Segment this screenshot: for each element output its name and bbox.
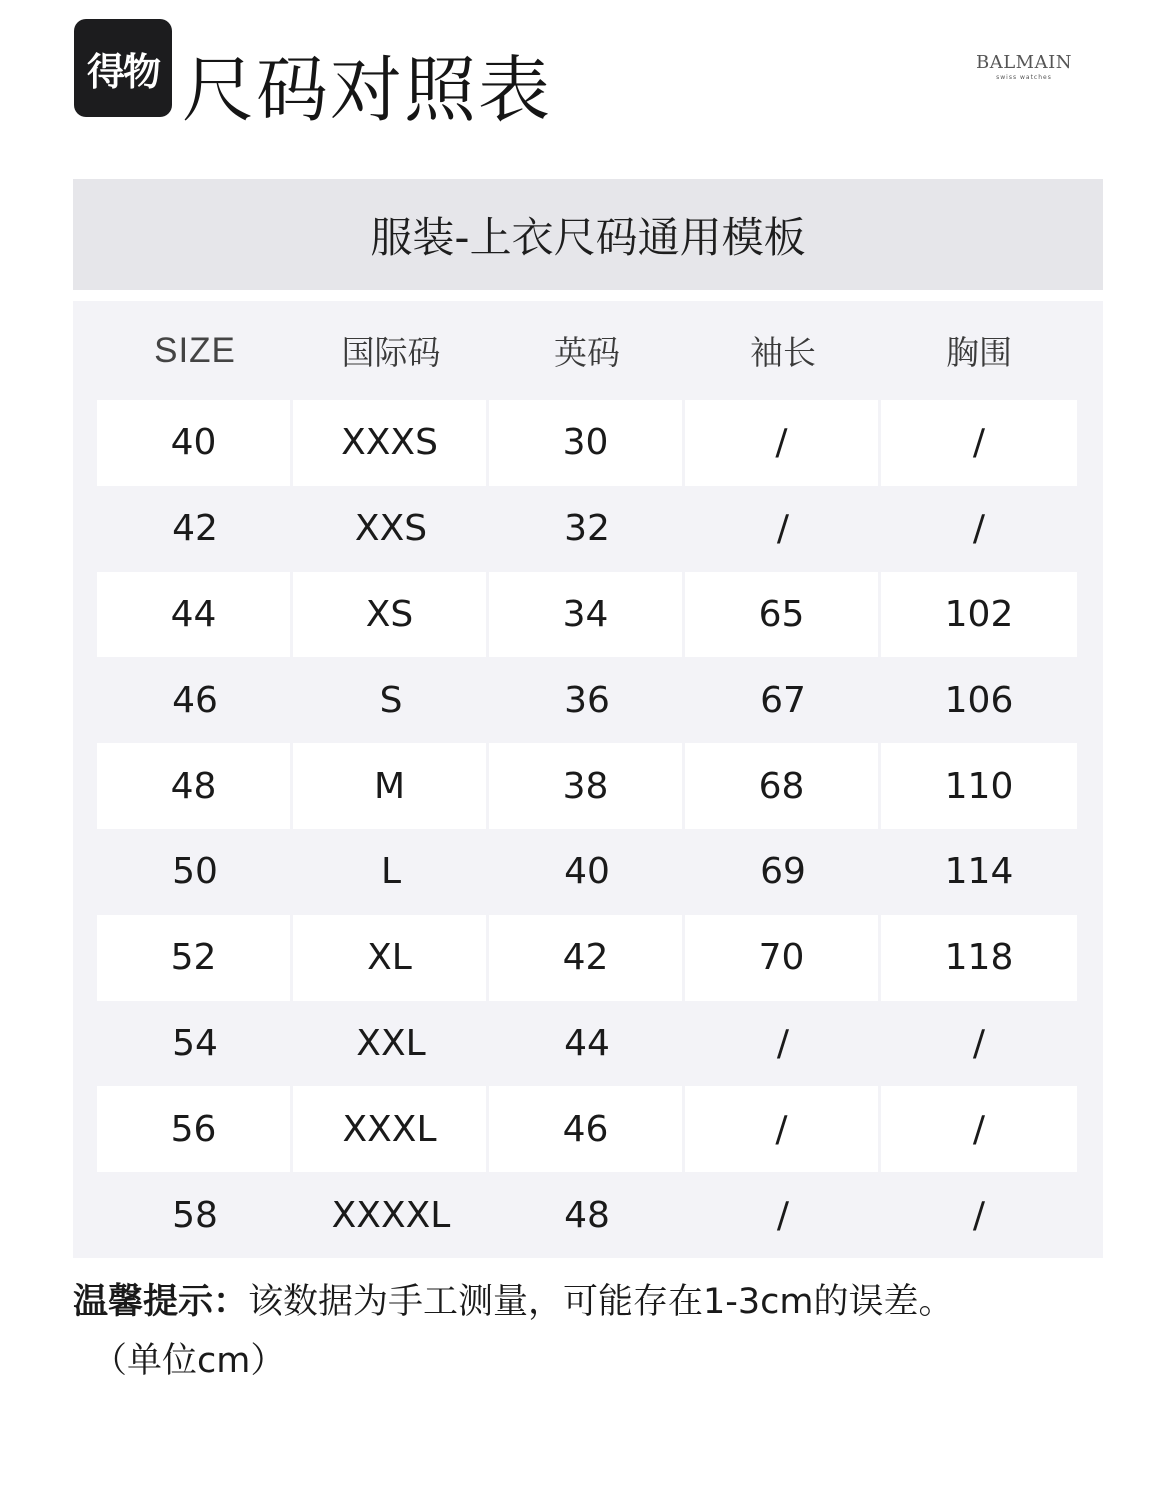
cell-international: XXS [354, 508, 428, 550]
cell-sleeve: / [685, 1086, 881, 1172]
cell-uk: 32 [564, 508, 610, 550]
cell-uk: 48 [564, 1194, 610, 1236]
cell-sleeve: 70 [685, 915, 881, 1001]
note-text: 该数据为手工测量，可能存在1-3cm的误差。 [248, 1282, 954, 1322]
cell-international: XXXS [293, 400, 489, 486]
table-row [97, 743, 1077, 829]
table-row [97, 486, 1077, 572]
cell-international: XL [293, 915, 489, 1001]
table-body [97, 400, 1077, 1258]
unit-note: （单位cm） [92, 1341, 286, 1381]
cell-size: 46 [172, 679, 218, 721]
cell-sleeve: 69 [760, 851, 806, 893]
size-table [73, 301, 1103, 1258]
cell-international: XXL [356, 1022, 426, 1064]
cell-size: 44 [97, 572, 293, 658]
cell-size: 40 [97, 400, 293, 486]
template-title: 服装-上衣尺码通用模板 [370, 212, 806, 262]
column-header-size: SIZE [154, 330, 236, 370]
cell-sleeve: / [685, 400, 881, 486]
column-header-uk: 英码 [554, 333, 620, 372]
cell-size: 50 [172, 851, 218, 893]
cell-uk: 42 [489, 915, 685, 1001]
cell-sleeve: / [776, 1022, 790, 1064]
cell-international: M [293, 743, 489, 829]
cell-sleeve: 67 [760, 679, 806, 721]
table-header [97, 301, 1077, 400]
cell-international: S [379, 679, 403, 721]
logo-text: 得物 [86, 49, 159, 94]
cell-chest: 102 [881, 572, 1077, 658]
table-row [97, 572, 1077, 658]
cell-international: L [380, 851, 402, 893]
cell-uk: 36 [564, 679, 610, 721]
cell-international: XXXL [293, 1086, 489, 1172]
brand-name: BALMAIN [976, 52, 1072, 73]
cell-chest: 118 [881, 915, 1077, 1001]
cell-international: XS [293, 572, 489, 658]
cell-sleeve: / [776, 1194, 790, 1236]
cell-chest: / [972, 508, 986, 550]
table-row [97, 1086, 1077, 1172]
cell-uk: 40 [564, 851, 610, 893]
cell-chest: / [881, 1086, 1077, 1172]
table-row [97, 657, 1077, 743]
app-logo [74, 19, 172, 117]
cell-size: 58 [172, 1194, 218, 1236]
page-title: 尺码对照表 [182, 48, 553, 132]
cell-international: XXXXL [331, 1194, 451, 1236]
cell-chest: / [881, 400, 1077, 486]
cell-chest: / [972, 1022, 986, 1064]
cell-sleeve: 65 [685, 572, 881, 658]
column-header-sleeve: 袖长 [750, 333, 816, 372]
cell-sleeve: / [776, 508, 790, 550]
cell-uk: 30 [489, 400, 685, 486]
column-header-chest: 胸围 [946, 333, 1012, 372]
table-row [97, 1172, 1077, 1258]
cell-size: 56 [97, 1086, 293, 1172]
cell-uk: 38 [489, 743, 685, 829]
cell-size: 54 [172, 1022, 218, 1064]
brand-tagline: swiss watches [996, 74, 1052, 81]
brand-logo [966, 52, 1082, 82]
cell-chest: 106 [944, 679, 1014, 721]
cell-chest: 110 [881, 743, 1077, 829]
measurement-note [73, 1272, 1113, 1332]
cell-uk: 34 [489, 572, 685, 658]
cell-size: 48 [97, 743, 293, 829]
table-row [97, 400, 1077, 486]
table-row [97, 915, 1077, 1001]
cell-chest: 114 [944, 851, 1014, 893]
table-row [97, 1001, 1077, 1087]
cell-uk: 46 [489, 1086, 685, 1172]
cell-sleeve: 68 [685, 743, 881, 829]
template-banner [73, 179, 1103, 290]
cell-uk: 44 [564, 1022, 610, 1064]
cell-size: 42 [172, 508, 218, 550]
cell-size: 52 [97, 915, 293, 1001]
cell-chest: / [972, 1194, 986, 1236]
table-row [97, 829, 1077, 915]
note-label: 温馨提示： [73, 1282, 249, 1322]
column-header-international: 国际码 [341, 333, 441, 372]
